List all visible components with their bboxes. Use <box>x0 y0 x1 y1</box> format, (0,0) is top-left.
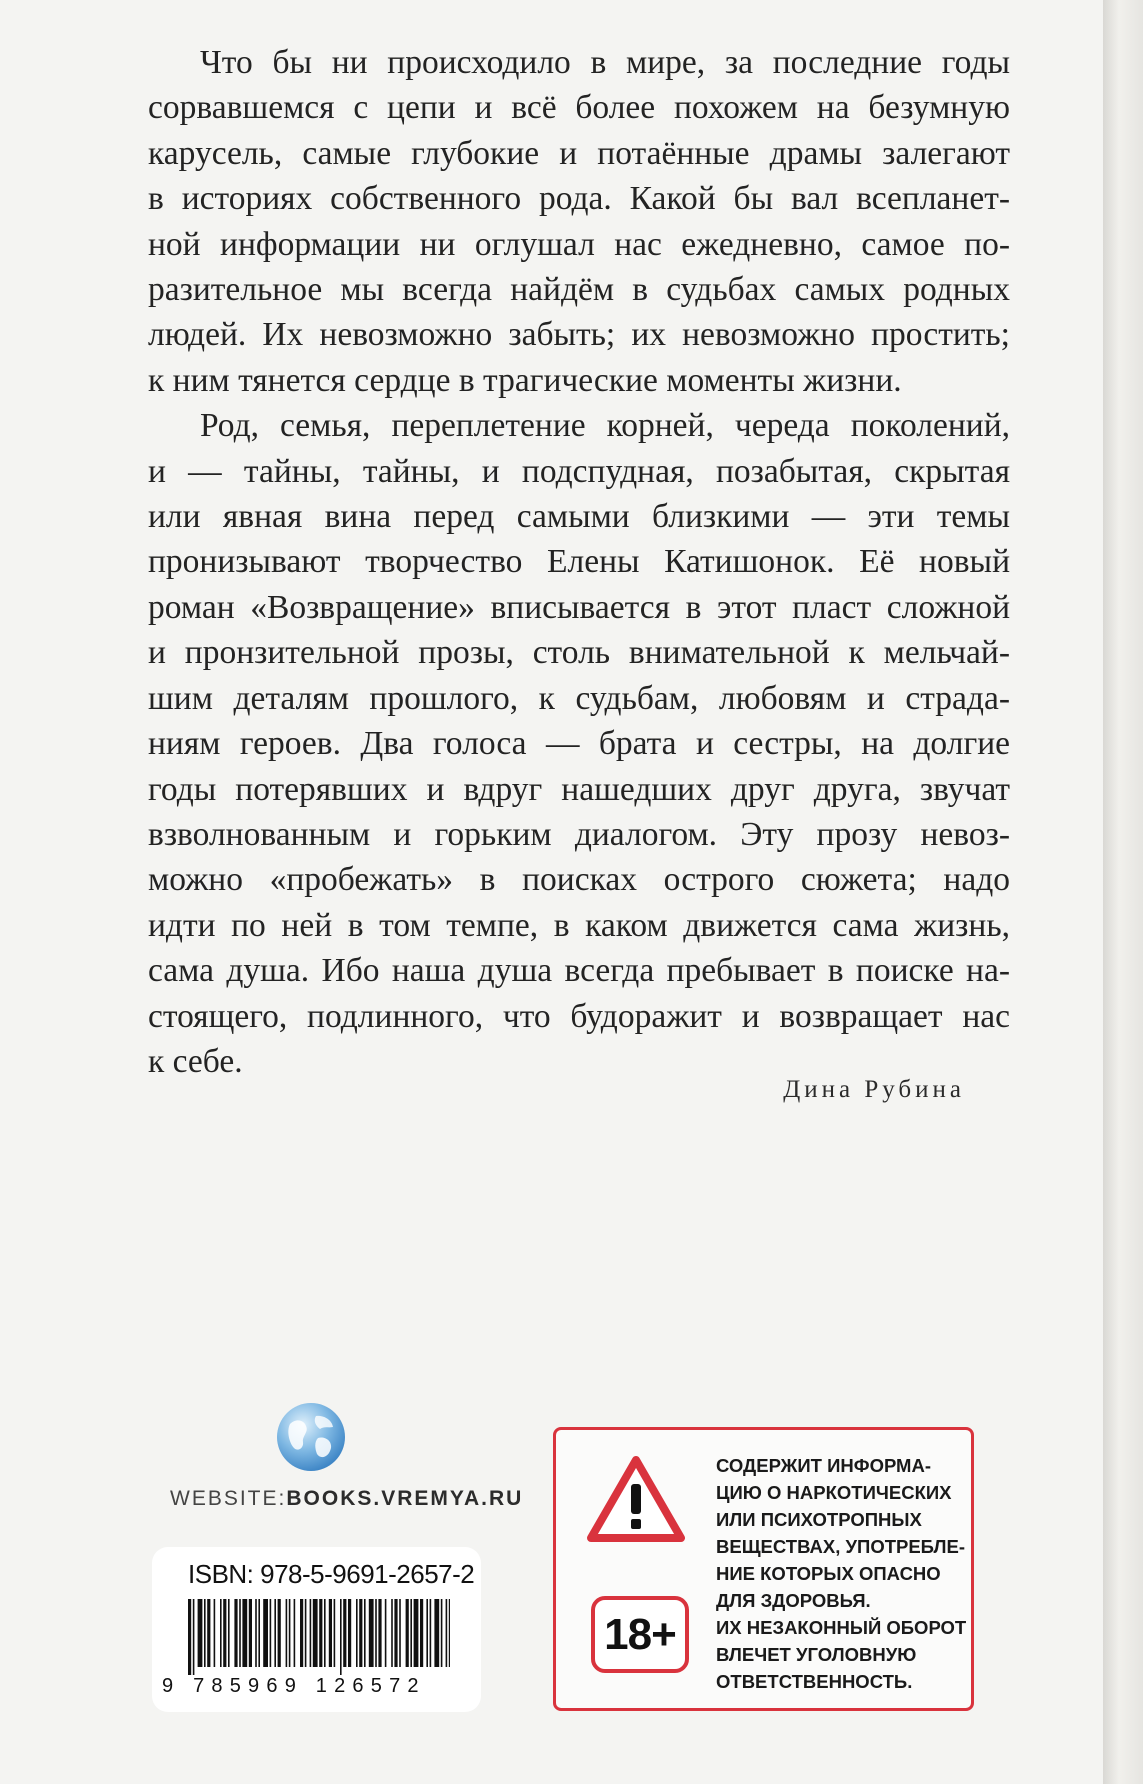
barcode-bar <box>420 1599 423 1667</box>
blurb-line: людей. Их невозможно забыть; их невозможно простить; <box>148 316 1010 354</box>
barcode-bar <box>198 1599 203 1667</box>
warning-line: ВЕЩЕСТВАХ, УПОТРЕБЛЕ- <box>716 1536 966 1557</box>
author-signature: Дина Рубина <box>783 1076 965 1103</box>
blurb-paragraph-1 <box>148 40 1010 403</box>
barcode-bar <box>434 1599 439 1667</box>
barcode-bar <box>406 1599 409 1667</box>
barcode-bar <box>278 1599 281 1667</box>
barcode-bar <box>449 1599 450 1667</box>
isbn-number: ISBN: 978-5-9691-2657-2 <box>188 1559 475 1589</box>
blurb-line: шим деталям прошлого, к судьбам, любовям и страда- <box>148 679 1010 717</box>
barcode-bar <box>228 1599 230 1667</box>
blurb-line: ной информации ни оглушал нас ежедневно, самое по- <box>148 225 1010 263</box>
blurb-line: ниям героев. Два голоса — брата и сестры, на долгие <box>148 725 1010 763</box>
barcode-bar <box>369 1599 374 1667</box>
isbn-barcode-panel <box>152 1547 481 1712</box>
blurb-line: к ним тянется сердце в трагические моменты жизни. <box>148 361 902 399</box>
barcode-bar <box>242 1599 247 1667</box>
warning-line: ИЛИ ПСИХОТРОПНЫХ <box>716 1509 922 1530</box>
barcode-bar <box>207 1599 210 1667</box>
warning-text <box>716 1452 966 1695</box>
barcode-bar <box>249 1599 252 1667</box>
age-rating-badge: 18+ <box>591 1596 689 1673</box>
blurb-line: разительное мы всегда найдём в судьбах самых родных <box>148 271 1010 309</box>
barcode-bar <box>378 1599 381 1667</box>
barcode-bar <box>255 1599 257 1667</box>
barcode-bar <box>220 1599 222 1667</box>
warning-line: ЦИЮ О НАРКОТИЧЕСКИХ <box>716 1482 952 1503</box>
blurb-line: пронизывают творчество Елены Катишонок. Её новый <box>148 543 1010 581</box>
barcode-bar <box>385 1599 387 1667</box>
barcode-bar <box>305 1599 307 1667</box>
blurb-paragraph-2 <box>148 403 1010 1084</box>
barcode-bar <box>426 1599 428 1667</box>
barcode-bar <box>375 1599 377 1667</box>
page-edge <box>1103 0 1143 1784</box>
barcode-bar <box>364 1599 366 1667</box>
blurb-line: взволнованным и горьким диалогом. Эту прозу невоз- <box>148 815 1010 853</box>
barcode-bar <box>359 1599 362 1667</box>
barcode-bar <box>193 1599 195 1675</box>
barcode-bar <box>263 1599 268 1667</box>
barcode-bar <box>294 1599 296 1667</box>
warning-line: ВЛЕЧЕТ УГОЛОВНУЮ <box>716 1644 917 1665</box>
warning-triangle-icon <box>585 1454 687 1546</box>
barcode-bar <box>188 1599 191 1675</box>
warning-line: СОДЕРЖИТ ИНФОРМА- <box>716 1455 931 1476</box>
barcode-bar <box>239 1599 241 1667</box>
barcode-bar <box>274 1599 276 1667</box>
barcode-bar <box>310 1599 312 1667</box>
blurb-line: стоящего, подлинного, что будоражит и возвращает нас <box>148 997 1010 1035</box>
website-url: BOOKS.VREMYA.RU <box>286 1487 524 1510</box>
barcode-bar <box>410 1599 412 1667</box>
blurb-line: Род, семья, переплетение корней, череда поколений, <box>200 407 1010 445</box>
barcode-bar <box>394 1599 397 1667</box>
blurb-line: в историях собственного рода. Какой бы вал всепланет- <box>148 180 1010 218</box>
barcode-bar <box>441 1599 443 1667</box>
barcode-bar <box>223 1599 226 1667</box>
barcode-bar <box>313 1599 318 1667</box>
blurb-line: Что бы ни происходило в мире, за последние годы <box>200 44 1010 81</box>
blurb-line: идти по ней в том темпе, в каком движется сама жизнь, <box>148 906 1010 944</box>
content-warning-panel <box>553 1427 974 1711</box>
globe-icon <box>276 1402 346 1472</box>
barcode-bar <box>234 1599 237 1667</box>
barcode-bar <box>324 1599 326 1667</box>
barcode-bar <box>204 1599 206 1667</box>
blurb-line: роман «Возвращение» вписывается в этот пласт сложной <box>148 588 1010 626</box>
blurb-line: можно «пробежать» в поисках острого сюжета; надо <box>148 861 1010 899</box>
barcode-bar <box>286 1599 288 1667</box>
barcode-bar <box>300 1599 303 1667</box>
barcode-bar <box>258 1599 260 1667</box>
website-prefix: WEBSITE: <box>170 1487 287 1510</box>
blurb-line: годы потерявших и вдруг нашедших друг друга, звучат <box>148 770 1010 808</box>
blurb-line: сама душа. Ибо наша душа всегда пребывает в поиске на- <box>148 952 1010 990</box>
barcode-bar <box>399 1599 401 1667</box>
barcode-bar <box>340 1599 342 1675</box>
blurb-line: и пронзительной прозы, столь внимательной к мельчай- <box>148 634 1010 672</box>
barcode-bar <box>446 1599 448 1667</box>
warning-line: ДЛЯ ЗДОРОВЬЯ. <box>716 1590 871 1611</box>
warning-line: НИЕ КОТОРЫХ ОПАСНО <box>716 1563 941 1584</box>
barcode-bars <box>188 1599 450 1675</box>
barcode-bar <box>430 1599 432 1667</box>
barcode-bar <box>214 1599 216 1667</box>
blurb-line: к себе. <box>148 1042 243 1080</box>
blurb-text <box>148 40 1010 1084</box>
blurb-line: и — тайны, тайны, и подспудная, позабытая, скрытая <box>148 452 1010 490</box>
barcode-bar <box>334 1599 336 1667</box>
barcode-bar <box>270 1599 272 1667</box>
barcode-bar <box>348 1599 351 1667</box>
barcode-bar <box>356 1599 358 1667</box>
blurb-line: или явная вина перед самыми близкими — эти темы <box>148 498 1010 536</box>
barcode-bar <box>414 1599 419 1667</box>
blurb-line: карусель, самые глубокие и потаённые драмы залегают <box>148 134 1010 172</box>
warning-line: ИХ НЕЗАКОННЫЙ ОБОРОТ <box>716 1617 967 1638</box>
blurb-line: сорвавшемся с цепи и всё более похожем на безумную <box>148 89 1010 127</box>
barcode-digits: 9 785969 126572 <box>162 1675 426 1697</box>
warning-line: ОТВЕТСТВЕННОСТЬ. <box>716 1671 913 1692</box>
barcode-bar <box>319 1599 322 1667</box>
barcode-bar <box>329 1599 332 1667</box>
barcode-bar <box>343 1599 346 1667</box>
barcode-bar <box>289 1599 291 1667</box>
barcode-bar <box>391 1599 393 1667</box>
publisher-website <box>170 1487 523 1511</box>
